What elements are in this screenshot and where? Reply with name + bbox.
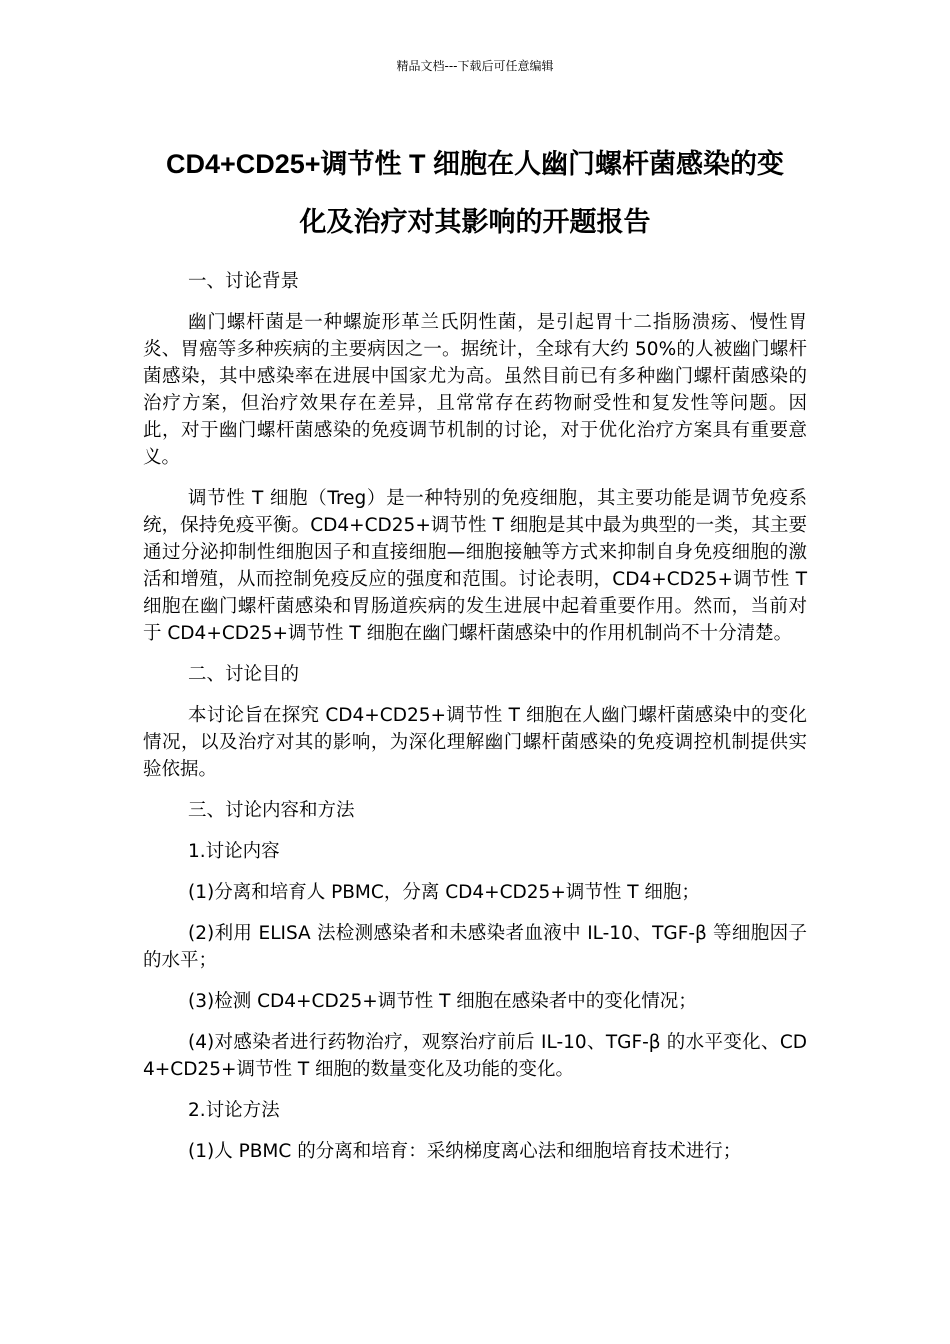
title-line-1: CD4+CD25+调节性 T 细胞在人幽门螺杆菌感染的变	[165, 149, 785, 179]
list-item-content-1: (1)分离和培育人 PBMC，分离 CD4+CD25+调节性 T 细胞；	[188, 882, 700, 903]
document-body	[143, 268, 807, 1179]
paragraph-hp-background: 幽门螺杆菌是一种螺旋形革兰氏阴性菌，是引起胃十二指肠溃疡、慢性胃炎、胃癌等多种疾病的主要病因之一。据统计，全球有大约 50%的人被幽门螺杆菌感染，其中感染率在进展中国家尤为高。虽然目前已有多种幽门螺杆菌感染的治疗方案，但治疗效果存在差异，且常常存在药物耐受性和复发性等问题。因此，对于幽门螺杆菌感染的免疫调节机制的讨论，对于优化治疗方案具有重要意义。	[143, 312, 807, 468]
list-item-content-2: (2)利用 ELISA 法检测感染者和未感染者血液中 IL-10、TGF-β 等细胞因子的水平；	[143, 923, 807, 971]
subheading-content: 1.讨论内容	[188, 841, 280, 862]
subheading-methods: 2.讨论方法	[188, 1100, 280, 1121]
section-heading-background: 一、讨论背景	[188, 271, 300, 292]
header-note: 精品文档---下载后可任意编辑	[396, 59, 554, 73]
title-line-2: 化及治疗对其影响的开题报告	[299, 207, 651, 237]
section-heading-purpose: 二、讨论目的	[188, 664, 300, 685]
list-item-content-3: (3)检测 CD4+CD25+调节性 T 细胞在感染者中的变化情况；	[188, 991, 697, 1012]
paragraph-purpose: 本讨论旨在探究 CD4+CD25+调节性 T 细胞在人幽门螺杆菌感染中的变化情况，以及治疗对其的影响，为深化理解幽门螺杆菌感染的免疫调控机制提供实验依据。	[143, 705, 807, 780]
paragraph-treg-background: 调节性 T 细胞（Treg）是一种特别的免疫细胞，其主要功能是调节免疫系统，保持免疫平衡。CD4+CD25+调节性 T 细胞是其中最为典型的一类，其主要通过分泌抑制性细胞因子和直接细胞—细胞接触等方式来抑制自身免疫细胞的激活和增殖，从而控制免疫反应的强度和范围。讨论表明，CD4+CD25+调节性 T 细胞在幽门螺杆菌感染和胃肠道疾病的发生进展中起着重要作用。然而，当前对于 CD4+CD25+调节性 T 细胞在幽门螺杆菌感染中的作用机制尚不十分清楚。	[143, 488, 807, 644]
document-title	[140, 135, 810, 251]
section-heading-content-methods: 三、讨论内容和方法	[188, 800, 355, 821]
list-item-content-4: (4)对感染者进行药物治疗，观察治疗前后 IL-10、TGF-β 的水平变化、CD4+CD25+调节性 T 细胞的数量变化及功能的变化。	[143, 1032, 807, 1080]
list-item-method-1: (1)人 PBMC 的分离和培育：采纳梯度离心法和细胞培育技术进行；	[188, 1141, 742, 1162]
